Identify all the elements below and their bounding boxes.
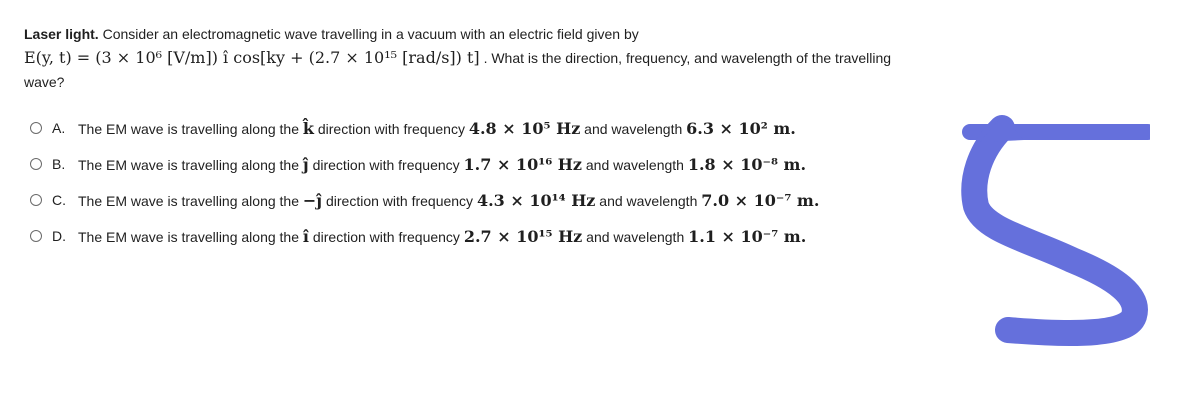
- option-letter: D.: [52, 228, 66, 244]
- option-prefix: The EM wave is travelling along the: [78, 156, 299, 173]
- option-direction: k̂: [302, 118, 314, 138]
- question-prompt: . What is the direction, frequency, and wavelength of the travelling: [483, 50, 892, 66]
- option-direction: ĵ: [302, 154, 309, 174]
- option-frequency: 2.7 × 10¹⁵ Hz: [463, 226, 583, 246]
- handwritten-s-annotation-icon: [950, 110, 1150, 360]
- option-prefix: The EM wave is travelling along the: [78, 228, 299, 245]
- question-line-1: [24, 22, 924, 46]
- option-wavelength: 7.0 × 10⁻⁷ m.: [701, 190, 820, 210]
- answer-options: [30, 110, 890, 254]
- option-mid: direction with frequency: [312, 228, 460, 245]
- option-d[interactable]: [30, 218, 890, 254]
- radio-button-d[interactable]: [30, 230, 42, 242]
- question-block: [24, 22, 924, 94]
- option-wavelength-label: and wavelength: [584, 120, 683, 137]
- question-line-2: [24, 46, 924, 70]
- option-wavelength: 6.3 × 10² m.: [686, 118, 796, 138]
- option-text: [78, 227, 806, 246]
- option-wavelength-label: and wavelength: [585, 156, 684, 173]
- radio-button-a[interactable]: [30, 122, 42, 134]
- option-mid: direction with frequency: [325, 192, 474, 209]
- option-a[interactable]: [30, 110, 890, 146]
- option-prefix: The EM wave is travelling along the: [78, 120, 299, 137]
- option-text: [78, 119, 796, 138]
- radio-button-b[interactable]: [30, 158, 42, 170]
- field-equation: E(y, t) = (3 × 10⁶ [V/m]) î cos[ky + (2.7 × 10¹⁵ [rad/s]) t]: [24, 48, 480, 67]
- radio-button-c[interactable]: [30, 194, 42, 206]
- option-mid: direction with frequency: [317, 120, 465, 137]
- question-intro: Consider an electromagnetic wave travelling in a vacuum with an electric field given by: [102, 26, 639, 42]
- option-frequency: 4.3 × 10¹⁴ Hz: [476, 190, 596, 210]
- option-wavelength-label: and wavelength: [599, 192, 698, 209]
- question-title: Laser light.: [24, 26, 99, 42]
- option-text: [78, 155, 806, 174]
- option-letter: B.: [52, 156, 66, 172]
- option-b[interactable]: [30, 146, 890, 182]
- option-letter: A.: [52, 120, 66, 136]
- question-prompt-continued: wave?: [24, 74, 65, 90]
- option-frequency: 1.7 × 10¹⁶ Hz: [463, 154, 582, 174]
- option-frequency: 4.8 × 10⁵ Hz: [468, 118, 581, 138]
- option-direction: î: [302, 226, 309, 246]
- question-line-3: [24, 70, 924, 94]
- option-text: [78, 191, 819, 210]
- option-prefix: The EM wave is travelling along the: [78, 192, 299, 209]
- option-letter: C.: [52, 192, 66, 208]
- option-direction: −ĵ: [302, 190, 323, 210]
- option-wavelength: 1.8 × 10⁻⁸ m.: [687, 154, 807, 174]
- option-c[interactable]: [30, 182, 890, 218]
- option-wavelength-label: and wavelength: [586, 228, 685, 245]
- option-wavelength: 1.1 × 10⁻⁷ m.: [688, 226, 807, 246]
- option-mid: direction with frequency: [312, 156, 460, 173]
